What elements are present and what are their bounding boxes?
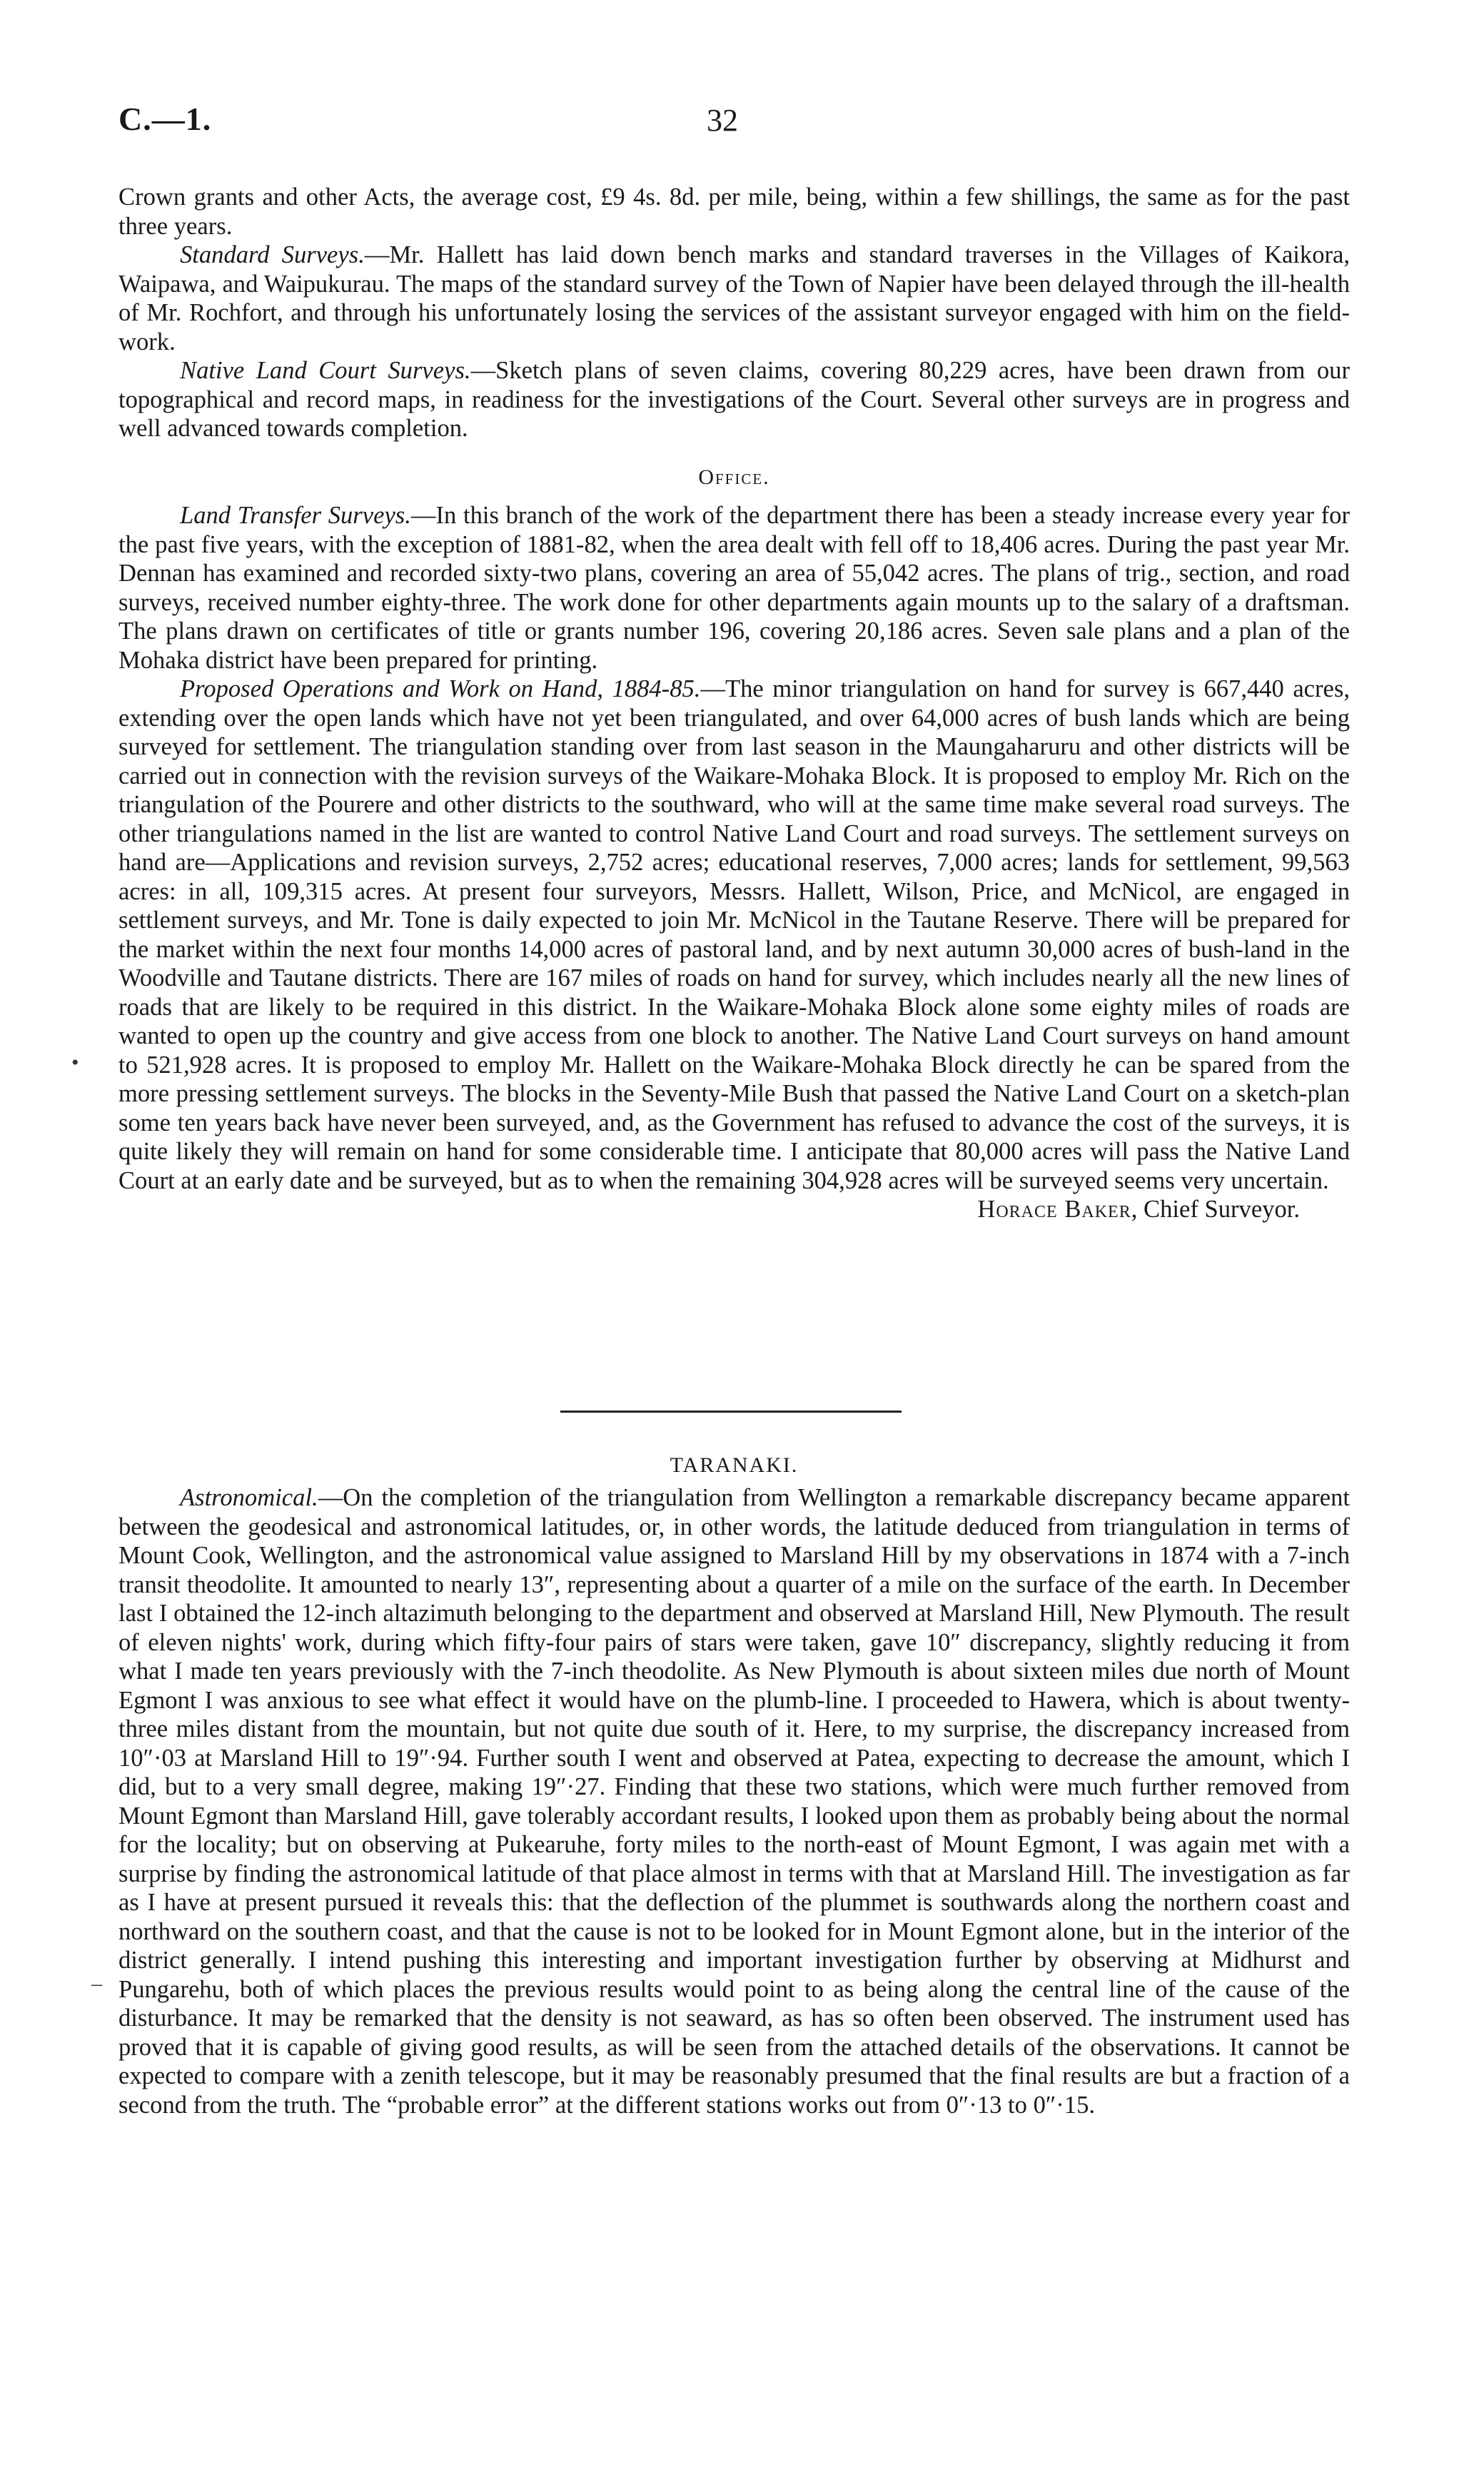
paragraph-proposed-operations — [118, 675, 1350, 1195]
office-body — [118, 501, 1350, 1224]
office-section — [118, 465, 1350, 490]
italic-run: Astronomical. — [180, 1484, 318, 1511]
taranaki-section — [118, 1453, 1350, 1478]
signature — [118, 1195, 1350, 1224]
taranaki-body — [118, 1483, 1350, 2119]
text-run: —In this branch of the work of the department there has been a steady increase every year for the past five years, with the exception of 1881-82, when the area dealt with fell off to 18,406 acres. During the past year Mr. Dennan has examined and recorded sixty-two plans, covering an area of 55,042 acres. The plans of trig., section, and road surveys, received number eighty-three. The work done for other departments again mounts up to the salary of a draftsman. The plans drawn on certificates of title or grants number 196, covering 20,186 acres. Seven sale plans and a plan of the Mohaka district have been prepared for printing. — [118, 502, 1350, 674]
text-run: —Sketch plans of seven claims, covering 80,229 acres, have been drawn from our topographical and record maps, in readiness for the investigations of the Court. Several other surveys are in progress and well advanced towards completion. — [118, 357, 1350, 442]
margin-mark: – — [91, 1972, 102, 1995]
text-run: Crown grants and other Acts, the average cost, £9 4s. 8d. per mile, being, within a few shillings, the same as for the past three years. — [118, 183, 1350, 240]
section-divider — [560, 1411, 902, 1413]
italic-run: Native Land Court Surveys. — [180, 357, 471, 384]
signature-title: , Chief Surveyor. — [1131, 1196, 1300, 1223]
office-heading: Office. — [698, 465, 770, 489]
text-run: —On the completion of the triangulation from Wellington a remarkable discrepancy became apparent between the geodesical and astronomical latitudes, or, in other words, the latitude deduced from triangulation in terms of Mount Cook, Wellington, and the astronomical value assigned to Marsland Hill by my observations in 1874 with a 7-inch transit theodolite. It amounted to nearly 13″, representing about a quarter of a mile on the surface of the earth. In December last I obtained the 12-inch altazimuth belonging to the department and observed at Marsland Hill, New Plymouth. The result of eleven nights' work, during which fifty-four pairs of stars were taken, gave 10″ discrepancy, slightly reducing it from what I made ten years previously with the 7-inch theodolite. As New Plymouth is about sixteen miles due north of Mount Egmont I was anxious to see what effect it would have on the plumb-line. I proceeded to Hawera, which is about twenty-three miles distant from the mountain, but not quite due south of it. Here, to my surprise, the discrepancy increased from 10″·03 at Marsland Hill to 19″·94. Further south I went and observed at Patea, expecting to decrease the amount, which I did, but to a very small degree, making 19″·27. Finding that these two stations, which were much further removed from Mount Egmont than Marsland Hill, gave tolerably accordant results, I looked upon them as probably being about the normal for the locality; but on observing at Pukearuhe, forty miles to the north-east of Mount Egmont, I was again met with a surprise by finding the astronomical latitude of that place almost in terms with that at Marsland Hill. The investigation as far as I have at present pursued it reveals this: that the deflection of the plummet is southwards along the northern coast and northward on the southern coast, and that the cause is not to be looked for in Mount Egmont alone, but in the interior of the district generally. I intend pushing this interesting and important investigation further by observing at Midhurst and Pungarehu, both of which places the previous results would point to as being along the central line of the cause of the disturbance. It may be remarked that the density is not seaward, as has so often been observed. The instrument used has proved that it is capable of giving good results, as will be seen from the attached details of the observations. It cannot be expected to compare with a zenith telescope, but it may be reasonably presumed that the final results are but a fraction of a second from the truth. The “probable error” at the different stations works out from 0″·13 to 0″·15. — [118, 1484, 1350, 2119]
paragraph-astronomical — [118, 1483, 1350, 2119]
italic-run: Standard Surveys. — [180, 241, 365, 268]
paragraph-standard-surveys — [118, 241, 1350, 356]
intro-section — [118, 183, 1350, 443]
taranaki-heading: TARANAKI. — [670, 1453, 799, 1477]
text-run: —Mr. Hallett has laid down bench marks and standard traverses in the Villages of Kaikora, Waipawa, and Waipukurau. The maps of the standard survey of the Town of Napier have been delayed through the ill-health of Mr. Rochfort, and through his unfortunately losing the services of the assistant surveyor engaged with him on the field-work. — [118, 241, 1350, 355]
text-run: —The minor triangulation on hand for survey is 667,440 acres, extending over the open lands which have not yet been triangulated, and over 64,000 acres of bush lands which are being surveyed for settlement. The triangulation standing over from last season in the Maungaharuru and other districts will be carried out in connection with the revision surveys of the Waikare-Mohaka Block. It is proposed to employ Mr. Rich on the triangulation of the Pourere and other districts to the southward, who will at the same time make several road surveys. The other triangulations named in the list are wanted to control Native Land Court and road surveys. The settlement surveys on hand are—Applications and revision surveys, 2,752 acres; educational reserves, 7,000 acres; lands for settlement, 99,563 acres: in all, 109,315 acres. At present four surveyors, Messrs. Hallett, Wilson, Price, and McNicol, are engaged in settlement surveys, and Mr. Tone is daily expected to join Mr. McNicol in the Tautane Reserve. There will be prepared for the market within the next four months 14,000 acres of pastoral land, and by next autumn 30,000 acres of bush-land in the Woodville and Tautane districts. There are 167 miles of roads on hand for survey, which includes nearly all the new lines of roads that are likely to be required in this district. In the Waikare-Mohaka Block alone some eighty miles of roads are wanted to open up the country and give access from one block to another. The Native Land Court surveys on hand amount to 521,928 acres. It is proposed to employ Mr. Hallett on the Waikare-Mohaka Block directly he can be spared from the more pressing settlement surveys. The blocks in the Seventy-Mile Bush that passed the Native Land Court on a sketch-plan some ten years back have never been surveyed, and, as the Government has refused to advance the cost of the surveys, it is quite likely they will remain on hand for some considerable time. I anticipate that 80,000 acres will pass the Native Land Court at an early date and be surveyed, but as to when the remaining 304,928 acres will be surveyed seems very uncertain. — [118, 675, 1350, 1194]
document-code: C.—1. — [118, 101, 212, 137]
italic-run: Proposed Operations and Work on Hand, 1884-85. — [180, 675, 701, 702]
paragraph-crown-grants — [118, 183, 1350, 241]
margin-dot: • — [71, 1051, 79, 1074]
italic-run: Land Transfer Surveys. — [180, 502, 411, 529]
page-number: 32 — [707, 103, 738, 138]
signature-name: Horace Baker — [977, 1196, 1131, 1223]
paragraph-land-transfer-surveys — [118, 501, 1350, 675]
paragraph-native-land-court-surveys — [118, 356, 1350, 443]
